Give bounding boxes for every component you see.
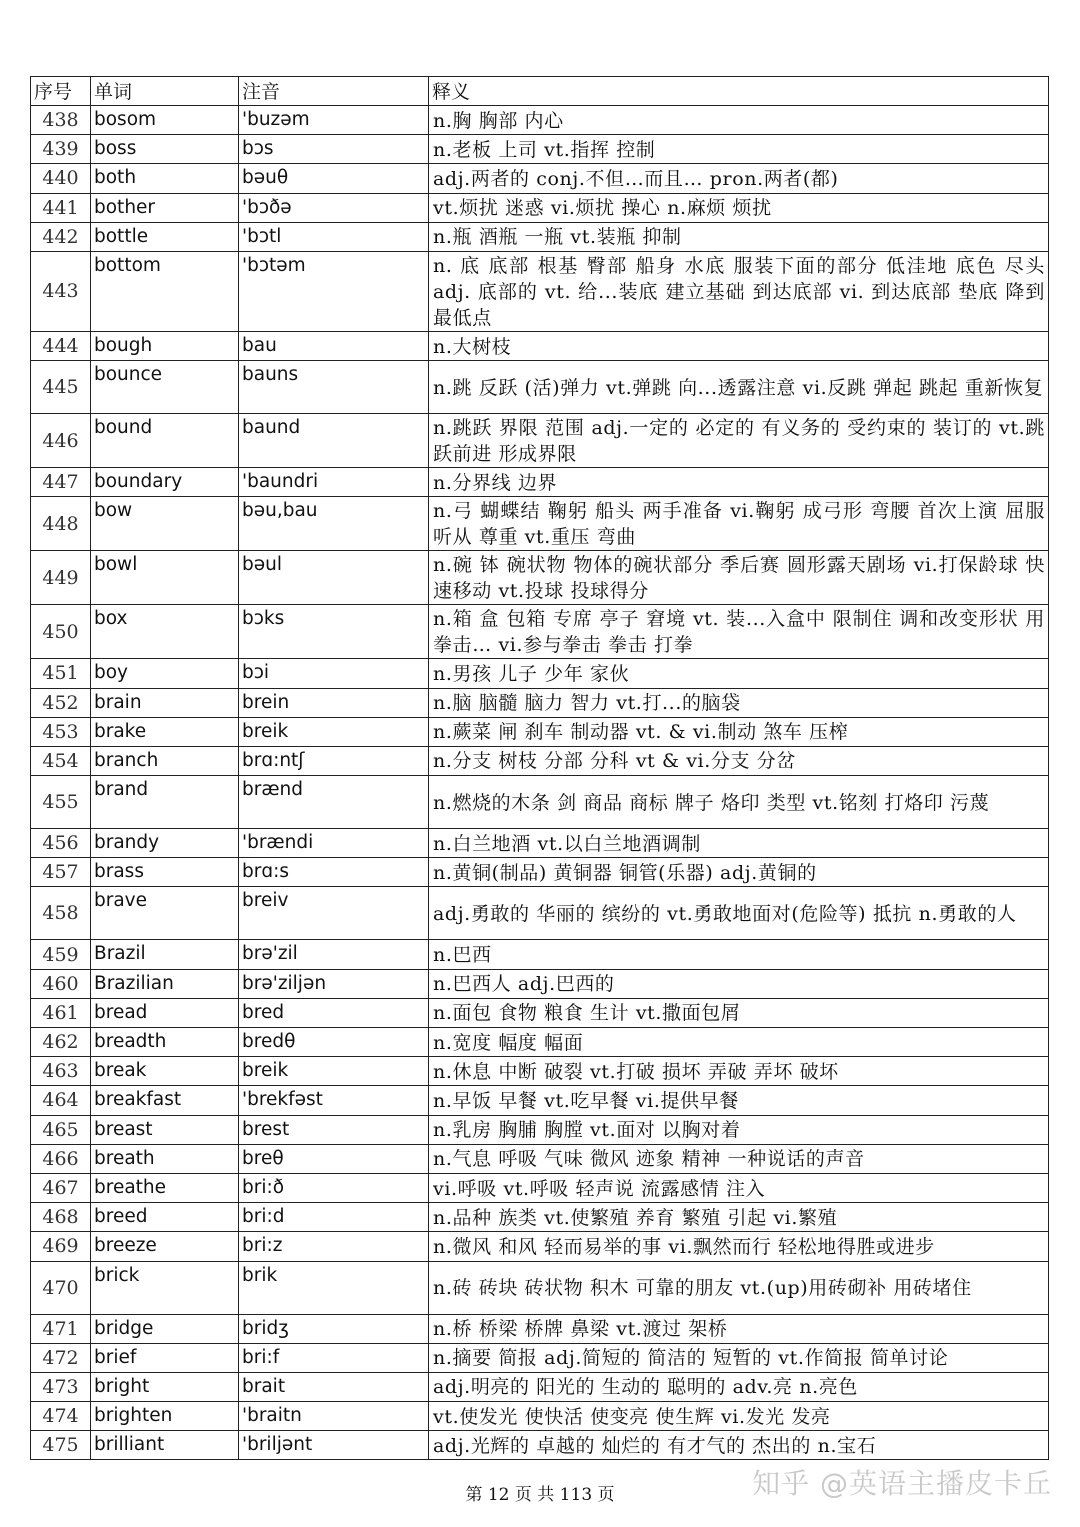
- row-phonetic: bəu,bau: [239, 497, 429, 551]
- table-row: [31, 222, 1049, 251]
- row-definition: n.气息 呼吸 气味 微风 迹象 精神 一种说话的声音: [433, 1148, 865, 1171]
- table-row: [31, 414, 1049, 468]
- row-phonetic: brik: [239, 1261, 429, 1314]
- page-footer: 第 12 页 共 113 页: [465, 1485, 615, 1505]
- row-number: 471: [31, 1314, 91, 1343]
- row-definition: n.桥 桥梁 桥牌 鼻梁 vt.渡过 架桥: [433, 1318, 728, 1341]
- row-word: boundary: [91, 468, 239, 497]
- row-definition: n.大树枝: [433, 335, 512, 358]
- row-definition-cell: [429, 688, 1049, 717]
- row-word: bow: [91, 497, 239, 551]
- header-num: 序号: [31, 77, 91, 106]
- row-number: 440: [31, 164, 91, 193]
- row-definition-cell: [429, 1173, 1049, 1202]
- row-definition-cell: [429, 106, 1049, 135]
- table-row: [31, 1431, 1049, 1460]
- row-phonetic: breθ: [239, 1144, 429, 1173]
- row-definition-cell: [429, 135, 1049, 164]
- row-definition: n.巴西: [433, 944, 492, 967]
- row-word: bottom: [91, 251, 239, 331]
- row-definition-cell: [429, 1343, 1049, 1372]
- table-row: [31, 1144, 1049, 1173]
- row-definition: adj.勇敢的 华丽的 缤纷的 vt.勇敢地面对(危险等) 抵抗 n.勇敢的人: [433, 902, 1017, 925]
- table-row: [31, 746, 1049, 775]
- row-phonetic: brɑ:s: [239, 858, 429, 887]
- table-row: [31, 193, 1049, 222]
- row-definition: n.宽度 幅度 幅面: [433, 1031, 584, 1054]
- row-word: brass: [91, 858, 239, 887]
- row-number: 470: [31, 1261, 91, 1314]
- row-word: boss: [91, 135, 239, 164]
- row-word: breast: [91, 1115, 239, 1144]
- row-definition-cell: [429, 1431, 1049, 1460]
- row-definition: n.老板 上司 vt.指挥 控制: [433, 138, 656, 161]
- row-definition: adj.光辉的 卓越的 灿烂的 有才气的 杰出的 n.宝石: [433, 1434, 877, 1457]
- row-number: 456: [31, 829, 91, 858]
- row-word: bright: [91, 1372, 239, 1401]
- row-word: break: [91, 1057, 239, 1086]
- table-row: [31, 1343, 1049, 1372]
- watermark: 知乎 @英语主播皮卡丘: [752, 1467, 1052, 1500]
- row-definition: n.脑 脑髓 脑力 智力 vt.打...的脑袋: [433, 692, 741, 715]
- table-row: [31, 551, 1049, 605]
- row-definition-cell: [429, 940, 1049, 969]
- row-definition-cell: [429, 331, 1049, 360]
- row-definition-cell: [429, 887, 1049, 940]
- row-number: 455: [31, 776, 91, 829]
- row-definition: n.乳房 胸脯 胸膛 vt.面对 以胸对着: [433, 1119, 741, 1142]
- row-number: 459: [31, 940, 91, 969]
- row-word: bounce: [91, 361, 239, 414]
- row-number: 448: [31, 497, 91, 551]
- row-phonetic: brə'zil: [239, 940, 429, 969]
- header-phonetic: 注音: [239, 77, 429, 106]
- row-phonetic: breik: [239, 1057, 429, 1086]
- row-definition-cell: [429, 998, 1049, 1027]
- row-definition: n.黄铜(制品) 黄铜器 铜管(乐器) adj.黄铜的: [433, 861, 817, 884]
- row-number: 438: [31, 106, 91, 135]
- row-word: branch: [91, 746, 239, 775]
- row-number: 461: [31, 998, 91, 1027]
- row-definition-cell: [429, 222, 1049, 251]
- row-word: bridge: [91, 1314, 239, 1343]
- row-word: both: [91, 164, 239, 193]
- row-phonetic: 'brekfəst: [239, 1086, 429, 1115]
- table-row: [31, 251, 1049, 331]
- row-definition: n.面包 食物 粮食 生计 vt.撒面包屑: [433, 1002, 741, 1025]
- row-number: 451: [31, 659, 91, 688]
- row-definition: n.弓 蝴蝶结 鞠躬 船头 两手准备 vi.鞠躬 成弓形 弯腰 首次上演 屈服 听从 尊重 vt.重压 弯曲: [433, 500, 1045, 549]
- row-definition: n.分界线 边界: [433, 471, 558, 494]
- row-phonetic: brə'ziljən: [239, 969, 429, 998]
- row-phonetic: bəul: [239, 551, 429, 605]
- row-definition-cell: [429, 1402, 1049, 1431]
- row-number: 450: [31, 605, 91, 659]
- row-word: brain: [91, 688, 239, 717]
- row-word: brilliant: [91, 1431, 239, 1460]
- row-definition-cell: [429, 551, 1049, 605]
- row-definition: n.男孩 儿子 少年 家伙: [433, 662, 630, 685]
- row-number: 474: [31, 1402, 91, 1431]
- row-word: Brazilian: [91, 969, 239, 998]
- row-definition-cell: [429, 659, 1049, 688]
- row-definition-cell: [429, 717, 1049, 746]
- row-definition: n.早饭 早餐 vt.吃早餐 vi.提供早餐: [433, 1089, 739, 1112]
- row-definition: vt.使发光 使快活 使变亮 使生辉 vi.发光 发亮: [433, 1405, 831, 1428]
- row-phonetic: breik: [239, 717, 429, 746]
- row-phonetic: bri:z: [239, 1232, 429, 1261]
- row-definition-cell: [429, 1372, 1049, 1401]
- row-word: bough: [91, 331, 239, 360]
- row-number: 442: [31, 222, 91, 251]
- row-word: bottle: [91, 222, 239, 251]
- row-definition: adj.明亮的 阳光的 生动的 聪明的 adv.亮 n.亮色: [433, 1376, 858, 1399]
- row-definition-cell: [429, 1115, 1049, 1144]
- row-number: 453: [31, 717, 91, 746]
- row-definition: n.摘要 简报 adj.简短的 简洁的 短暂的 vt.作简报 简单讨论: [433, 1347, 949, 1370]
- row-number: 468: [31, 1203, 91, 1232]
- table-row: [31, 887, 1049, 940]
- row-phonetic: bridʒ: [239, 1314, 429, 1343]
- table-header-row: [31, 77, 1049, 106]
- row-phonetic: breiv: [239, 887, 429, 940]
- table-row: [31, 776, 1049, 829]
- row-phonetic: brænd: [239, 776, 429, 829]
- row-definition: n.瓶 酒瓶 一瓶 vt.装瓶 抑制: [433, 226, 682, 249]
- row-definition: adj.两者的 conj.不但…而且… pron.两者(都): [433, 167, 839, 190]
- table-row: [31, 688, 1049, 717]
- row-word: bound: [91, 414, 239, 468]
- row-word: breathe: [91, 1173, 239, 1202]
- row-definition: n.品种 族类 vt.使繁殖 养育 繁殖 引起 vi.繁殖: [433, 1206, 838, 1229]
- row-definition-cell: [429, 497, 1049, 551]
- row-number: 439: [31, 135, 91, 164]
- row-definition-cell: [429, 1261, 1049, 1314]
- row-phonetic: bred: [239, 998, 429, 1027]
- row-number: 443: [31, 251, 91, 331]
- row-word: bowl: [91, 551, 239, 605]
- row-definition: n.胸 胸部 内心: [433, 109, 564, 132]
- row-number: 446: [31, 414, 91, 468]
- row-number: 452: [31, 688, 91, 717]
- table-row: [31, 829, 1049, 858]
- row-word: brief: [91, 1343, 239, 1372]
- table-row: [31, 998, 1049, 1027]
- row-number: 460: [31, 969, 91, 998]
- table-row: [31, 106, 1049, 135]
- row-number: 473: [31, 1372, 91, 1401]
- table-row: [31, 1203, 1049, 1232]
- table-row: [31, 969, 1049, 998]
- row-phonetic: 'brændi: [239, 829, 429, 858]
- row-definition-cell: [429, 468, 1049, 497]
- row-word: bread: [91, 998, 239, 1027]
- row-definition-cell: [429, 969, 1049, 998]
- row-definition-cell: [429, 1203, 1049, 1232]
- row-definition-cell: [429, 251, 1049, 331]
- row-definition: n.碗 钵 碗状物 物体的碗状部分 季后赛 圆形露天剧场 vi.打保龄球 快速移动 vt.投球 投球得分: [433, 554, 1045, 603]
- row-number: 441: [31, 193, 91, 222]
- row-definition-cell: [429, 193, 1049, 222]
- table-row: [31, 940, 1049, 969]
- row-number: 472: [31, 1343, 91, 1372]
- row-phonetic: brest: [239, 1115, 429, 1144]
- row-definition: n.蕨菜 闸 刹车 制动器 vt. & vi.制动 煞车 压榨: [433, 721, 849, 744]
- row-definition: n.分支 树枝 分部 分科 vt & vi.分支 分岔: [433, 750, 796, 773]
- table-row: [31, 1057, 1049, 1086]
- table-row: [31, 1232, 1049, 1261]
- table-row: [31, 1086, 1049, 1115]
- row-definition-cell: [429, 164, 1049, 193]
- row-number: 458: [31, 887, 91, 940]
- header-word: 单词: [91, 77, 239, 106]
- row-word: boy: [91, 659, 239, 688]
- row-definition-cell: [429, 414, 1049, 468]
- row-definition: n. 底 底部 根基 臀部 船身 水底 服装下面的部分 低洼地 底色 尽头 adj. 底部的 vt. 给...装底 建立基础 到达底部 vi. 到达底部 垫底 降到最低点: [433, 254, 1045, 329]
- row-definition: n.跳跃 界限 范围 adj.一定的 必定的 有义务的 受约束的 装订的 vt.跳跃前进 形成界限: [433, 417, 1045, 466]
- row-word: breeze: [91, 1232, 239, 1261]
- row-definition: n.跳 反跃 (活)弹力 vt.弹跳 向...透露注意 vi.反跳 弹起 跳起 重新恢复: [433, 376, 1044, 399]
- row-definition-cell: [429, 829, 1049, 858]
- row-phonetic: bau: [239, 331, 429, 360]
- row-number: 445: [31, 361, 91, 414]
- row-number: 454: [31, 746, 91, 775]
- table-row: [31, 468, 1049, 497]
- row-definition-cell: [429, 1144, 1049, 1173]
- row-definition: n.砖 砖块 砖状物 积木 可靠的朋友 vt.(up)用砖砌补 用砖堵住: [433, 1277, 972, 1299]
- table-row: [31, 164, 1049, 193]
- row-definition: n.箱 盒 包箱 专席 亭子 窘境 vt. 装...入盒中 限制住 调和改变形状 用拳击… vi.参与拳击 拳击 打拳: [433, 608, 1045, 657]
- row-word: brick: [91, 1261, 239, 1314]
- row-phonetic: 'bɔtl: [239, 222, 429, 251]
- row-number: 464: [31, 1086, 91, 1115]
- row-phonetic: 'bɔtəm: [239, 251, 429, 331]
- row-word: bosom: [91, 106, 239, 135]
- row-phonetic: 'bɔðə: [239, 193, 429, 222]
- row-phonetic: bauns: [239, 361, 429, 414]
- row-definition-cell: [429, 1028, 1049, 1057]
- row-word: brake: [91, 717, 239, 746]
- row-number: 462: [31, 1028, 91, 1057]
- row-word: breed: [91, 1203, 239, 1232]
- row-number: 447: [31, 468, 91, 497]
- row-word: brighten: [91, 1402, 239, 1431]
- row-definition-cell: [429, 1086, 1049, 1115]
- row-word: brave: [91, 887, 239, 940]
- row-phonetic: bri:d: [239, 1203, 429, 1232]
- row-definition: vt.烦扰 迷惑 vi.烦扰 操心 n.麻烦 烦扰: [433, 197, 772, 220]
- row-phonetic: bɔi: [239, 659, 429, 688]
- row-word: brandy: [91, 829, 239, 858]
- row-phonetic: 'buzəm: [239, 106, 429, 135]
- row-word: breakfast: [91, 1086, 239, 1115]
- row-phonetic: bəuθ: [239, 164, 429, 193]
- row-number: 475: [31, 1431, 91, 1460]
- row-phonetic: baund: [239, 414, 429, 468]
- table-row: [31, 858, 1049, 887]
- table-row: [31, 1115, 1049, 1144]
- row-word: Brazil: [91, 940, 239, 969]
- row-phonetic: brein: [239, 688, 429, 717]
- table-row: [31, 1028, 1049, 1057]
- row-definition-cell: [429, 1314, 1049, 1343]
- row-definition-cell: [429, 1232, 1049, 1261]
- row-number: 463: [31, 1057, 91, 1086]
- row-definition: n.巴西人 adj.巴西的: [433, 973, 615, 996]
- row-definition: n.燃烧的木条 剑 商品 商标 牌子 烙印 类型 vt.铭刻 打烙印 污蔑: [433, 791, 990, 814]
- row-phonetic: brɑ:ntʃ: [239, 746, 429, 775]
- row-number: 465: [31, 1115, 91, 1144]
- row-definition-cell: [429, 746, 1049, 775]
- table-row: [31, 1402, 1049, 1431]
- row-number: 444: [31, 331, 91, 360]
- row-number: 449: [31, 551, 91, 605]
- table-row: [31, 717, 1049, 746]
- row-word: box: [91, 605, 239, 659]
- header-definition: 释义: [429, 77, 1049, 106]
- table-row: [31, 361, 1049, 414]
- table-row: [31, 135, 1049, 164]
- row-word: breath: [91, 1144, 239, 1173]
- row-phonetic: bredθ: [239, 1028, 429, 1057]
- row-definition-cell: [429, 858, 1049, 887]
- table-row: [31, 605, 1049, 659]
- row-number: 457: [31, 858, 91, 887]
- row-phonetic: 'briljənt: [239, 1431, 429, 1460]
- row-phonetic: 'braitn: [239, 1402, 429, 1431]
- row-phonetic: bri:ð: [239, 1173, 429, 1202]
- table-row: [31, 659, 1049, 688]
- row-number: 467: [31, 1173, 91, 1202]
- vocabulary-table: [30, 76, 1049, 1460]
- table-row: [31, 1314, 1049, 1343]
- row-definition-cell: [429, 776, 1049, 829]
- row-definition-cell: [429, 605, 1049, 659]
- table-row: [31, 331, 1049, 360]
- row-phonetic: bri:f: [239, 1343, 429, 1372]
- row-word: bother: [91, 193, 239, 222]
- row-definition-cell: [429, 361, 1049, 414]
- row-definition: n.休息 中断 破裂 vt.打破 损坏 弄破 弄坏 破坏: [433, 1060, 839, 1083]
- row-definition: vi.呼吸 vt.呼吸 轻声说 流露感情 注入: [433, 1177, 766, 1200]
- row-phonetic: bɔs: [239, 135, 429, 164]
- row-phonetic: 'baundri: [239, 468, 429, 497]
- row-word: breadth: [91, 1028, 239, 1057]
- row-phonetic: brait: [239, 1372, 429, 1401]
- row-word: brand: [91, 776, 239, 829]
- table-row: [31, 1261, 1049, 1314]
- table-row: [31, 1372, 1049, 1401]
- row-definition: n.微风 和风 轻而易举的事 vi.飘然而行 轻松地得胜或进步: [433, 1235, 935, 1258]
- row-number: 469: [31, 1232, 91, 1261]
- row-number: 466: [31, 1144, 91, 1173]
- row-definition: n.白兰地酒 vt.以白兰地酒调制: [433, 832, 701, 855]
- table-row: [31, 1173, 1049, 1202]
- table-row: [31, 497, 1049, 551]
- row-phonetic: bɔks: [239, 605, 429, 659]
- row-definition-cell: [429, 1057, 1049, 1086]
